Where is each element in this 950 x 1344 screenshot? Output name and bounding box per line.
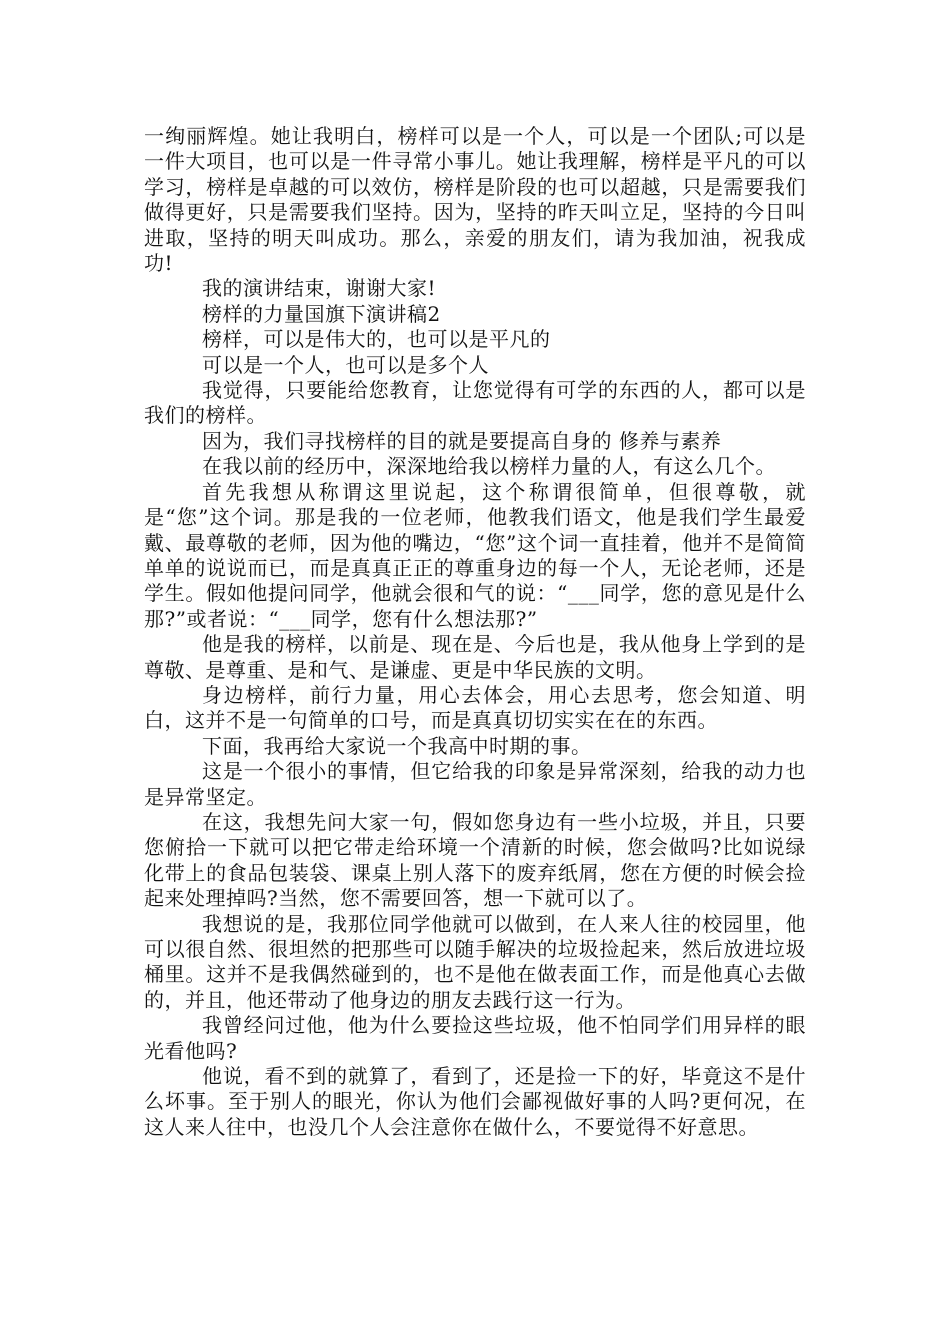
paragraph: 身边榜样，前行力量，用心去体会，用心去思考，您会知道、明白，这并不是一句简单的口号，而是真真切切实实在在的东西。: [144, 682, 806, 733]
paragraph: 我觉得，只要能给您教育，让您觉得有可学的东西的人，都可以是我们的榜样。: [144, 378, 806, 428]
paragraph: 榜样，可以是伟大的，也可以是平凡的: [202, 327, 551, 352]
paragraph: 在我以前的经历中，深深地给我以榜样力量的人，有这么几个。: [202, 454, 776, 479]
paragraph: 下面，我再给大家说一个我高中时期的事。: [202, 733, 592, 758]
paragraph: 一绚丽辉煌。她让我明白，榜样可以是一个人，可以是一个团队;可以是一件大项目，也可以是一件寻常小事儿。她让我理解，榜样是平凡的可以学习，榜样是卓越的可以效仿，榜样是阶段的也可以超越，只是需要我们做得更好，只是需要我们坚持。因为，坚持的昨天叫立足，坚持的今日叫进取，坚持的明天叫成功。那么，亲爱的朋友们，请为我加油，祝我成功!: [144, 124, 806, 276]
paragraph: 可以是一个人，也可以是多个人: [202, 352, 489, 377]
paragraph: 我的演讲结束，谢谢大家!: [202, 276, 437, 301]
paragraph: 他说，看不到的就算了，看到了，还是捡一下的好，毕竟这不是什么坏事。至于别人的眼光，你认为他们会鄙视做好事的人吗?更何况，在这人来人往中，也没几个人会注意你在做什么，不要觉得不好意思。: [144, 1064, 806, 1139]
paragraph: 首先我想从称谓这里说起，这个称谓很简单，但很尊敬，就是“您”这个词。那是我的一位老师，他教我们语文，他是我们学生最爱戴、最尊敬的老师，因为他的嘴边，“您”这个词一直挂着，他并不是简简单单的说说而已，而是真真正正的尊重身边的每一个人，无论老师，还是学生。假如他提问同学，他就会很和气的说：“___同学，您的意见是什么那?”或者说：“___同学，您有什么想法那?”: [144, 479, 806, 631]
paragraph: 他是我的榜样，以前是、现在是、今后也是，我从他身上学到的是尊敬、是尊重、是和气、是谦虚、更是中华民族的文明。: [144, 632, 806, 682]
document-body: [144, 124, 806, 1140]
paragraph: 因为，我们寻找榜样的目的就是要提高自身的 修养与素养: [202, 428, 722, 453]
paragraph: 我想说的是，我那位同学他就可以做到，在人来人往的校园里，他可以很自然、很坦然的把那些可以随手解决的垃圾捡起来，然后放进垃圾桶里。这并不是我偶然碰到的，也不是他在做表面工作，而是他真心去做的，并且，他还带动了他身边的朋友去践行这一行为。: [144, 911, 806, 1012]
speech-title: 榜样的力量国旗下演讲稿2: [202, 301, 441, 326]
paragraph: 我曾经问过他，他为什么要捡这些垃圾，他不怕同学们用异样的眼光看他吗?: [144, 1013, 806, 1063]
paragraph: 这是一个很小的事情，但它给我的印象是异常深刻，给我的动力也是异常坚定。: [144, 759, 806, 809]
paragraph: 在这，我想先问大家一句，假如您身边有一些小垃圾，并且，只要您俯拾一下就可以把它带走给环境一个清新的时候，您会做吗?比如说绿化带上的食品包装袋、课桌上别人落下的废弃纸屑，您在方便的时候会捡起来处理掉吗?当然，您不需要回答，想一下就可以了。: [144, 809, 806, 911]
